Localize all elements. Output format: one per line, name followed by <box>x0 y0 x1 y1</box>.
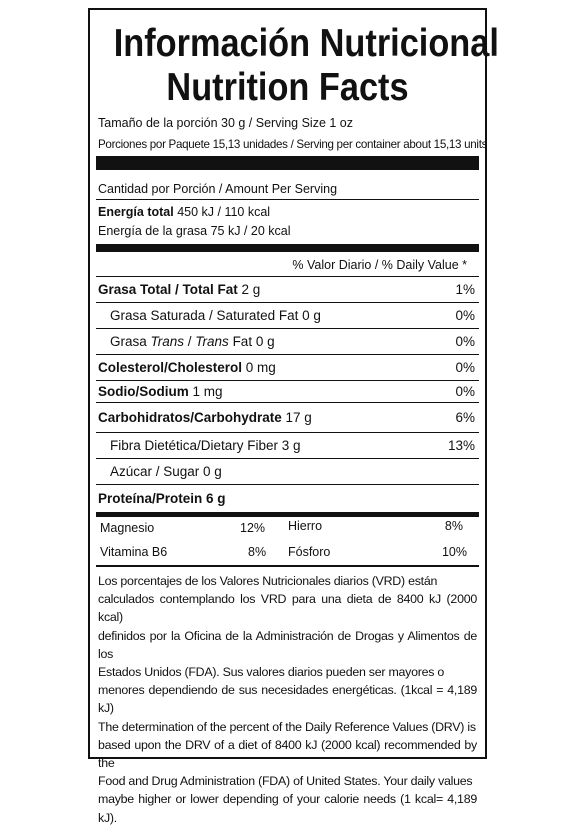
nutrient-amount: 2 g <box>237 282 261 297</box>
nutrient-row-trans-fat <box>96 328 479 355</box>
nutrient-name: Grasa Total / Total Fat <box>98 282 238 297</box>
mineral-name: Magnesio <box>100 521 155 535</box>
nutrient-row-carbohydrate <box>96 402 479 433</box>
nutrient-amount: 17 g <box>281 410 312 425</box>
footnote-line: menores dependiendo de sus necesidades energéticas. (1kcal = 4,189 kJ) <box>98 683 477 716</box>
footnote-line: definidos por la Oficina de la Administración de Drogas y Alimentos de los <box>98 628 477 661</box>
footnote-line: The determination of the percent of the Daily Reference Values (DRV) is <box>98 719 476 734</box>
servings-per-container: Porciones por Paquete 15,13 unidades / Serving per container about 15,13 units <box>98 138 488 151</box>
mineral-value: 8% <box>444 519 463 533</box>
nutrient-daily-value: 0% <box>455 334 475 349</box>
amount-per-serving: Cantidad por Porción / Amount Per Serving <box>98 182 338 196</box>
nutrient-name: Grasa Saturada / Saturated Fat 0 g <box>110 308 321 323</box>
nutrient-row-protein <box>96 484 479 513</box>
daily-value-header: % Valor Diario / % Daily Value * <box>292 258 467 272</box>
nutrient-name: Fibra Dietética/Dietary Fiber 3 g <box>110 438 301 453</box>
nutrient-name: Azúcar / Sugar 0 g <box>110 464 222 479</box>
mineral-value: 8% <box>248 545 267 559</box>
energy-from-fat: Energía de la grasa 75 kJ / 20 kcal <box>98 224 291 238</box>
nutrient-daily-value: 1% <box>455 282 475 297</box>
nutrient-daily-value: 0% <box>455 360 475 375</box>
nutrient-row-saturated-fat <box>96 302 479 329</box>
mineral-value: 12% <box>240 521 266 535</box>
energy-total-value: 450 kJ / 110 kcal <box>173 205 271 219</box>
title-english: Nutrition Facts <box>166 66 409 109</box>
footnote-line: maybe higher or lower depending of your calorie needs (1 kcal= 4,189 kJ). <box>98 792 477 825</box>
energy-total-label: Energía total <box>98 205 174 219</box>
nutrition-label <box>88 8 499 825</box>
nutrient-daily-value: 0% <box>455 308 475 323</box>
energy-total <box>98 205 477 219</box>
nutrient-name: Grasa Trans / Trans Fat 0 g <box>110 334 275 349</box>
nutrient-amount: 0 mg <box>242 360 276 375</box>
nutrient-name: Sodio/Sodium <box>98 384 189 399</box>
footnote-line: Los porcentajes de los Valores Nutricionales diarios (VRD) están <box>98 574 438 588</box>
nutrient-row-total-fat <box>96 276 479 303</box>
mineral-name: Hierro <box>288 519 323 533</box>
title-spanish: Información Nutricional <box>113 22 499 65</box>
footnote-line: Estados Unidos (FDA). Sus valores diarios pueden ser mayores o <box>98 665 445 680</box>
nutrient-row-sugar <box>96 458 479 485</box>
mineral-value: 10% <box>441 545 467 559</box>
nutrient-amount: 1 mg <box>188 384 223 399</box>
footnote-line: calculados contemplando los VRD para una dieta de 8400 kJ (2000 kcal) <box>98 592 477 625</box>
nutrient-row-sodium <box>96 380 479 403</box>
nutrient-amount: 6 g <box>202 491 226 506</box>
mineral-name: Fósforo <box>288 545 331 559</box>
serving-size: Tamaño de la porción 30 g / Serving Size 1 oz <box>98 116 354 130</box>
thick-divider <box>96 156 479 170</box>
footnote <box>98 572 477 827</box>
nutrient-row-dietary-fiber <box>96 432 479 459</box>
nutrient-name: Carbohidratos/Carbohydrate <box>98 410 282 425</box>
nutrient-row-cholesterol <box>96 354 479 381</box>
medium-divider <box>96 244 479 252</box>
divider <box>96 199 479 200</box>
footnote-line: based upon the DRV of a diet of 8400 kJ (2000 kcal) recommended by the <box>98 737 477 771</box>
nutrient-daily-value: 0% <box>455 384 475 399</box>
footnote-line: Food and Drug Administration (FDA) of United States. Your daily values <box>98 774 473 789</box>
mineral-name: Vitamina B6 <box>100 545 168 559</box>
nutrient-daily-value: 13% <box>447 438 475 453</box>
nutrient-name: Colesterol/Cholesterol <box>98 360 243 375</box>
nutrient-daily-value: 6% <box>455 410 475 425</box>
divider <box>96 565 479 567</box>
medium-divider <box>96 512 479 517</box>
nutrient-name: Proteína/Protein <box>98 491 203 506</box>
